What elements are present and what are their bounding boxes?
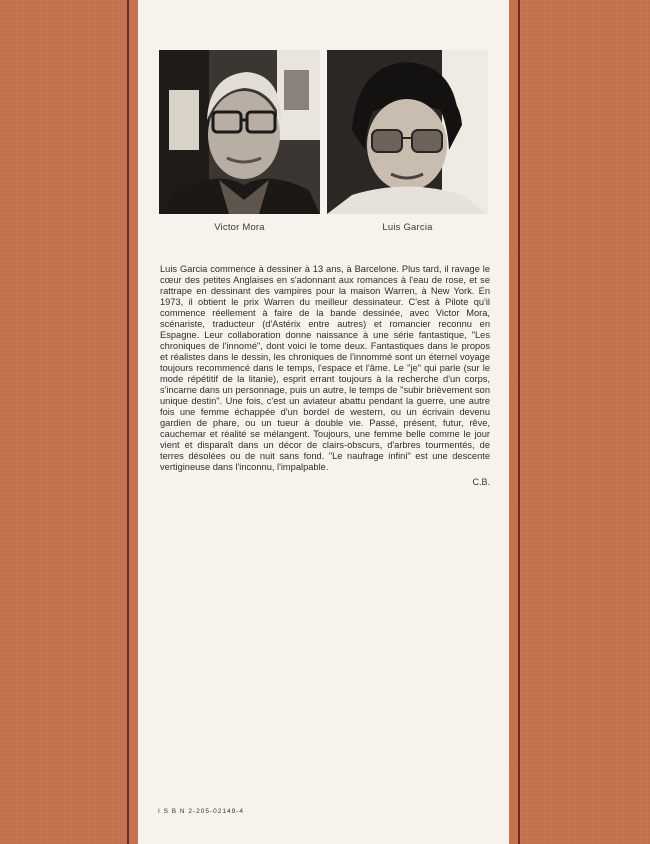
signature: C.B. [472,477,490,487]
portrait-victor-mora [159,50,320,214]
caption-luis-garcia: Luis Garcia [382,222,433,233]
isbn-number: I S B N 2-205-02149-4 [158,808,245,815]
left-border-line [127,0,129,844]
caption-victor-mora: Victor Mora [214,222,265,233]
biography-text: Luis Garcia commence à dessiner à 13 ans, à Barcelone. Plus tard, il ravage le cœur des petites Anglaises en s'adonnant aux romances à l'eau de rose, et se rattrape en dessinant des vampires pour la maison Warren, à New York. En 1973, il obtient le prix Warren du meilleur dessinateur. C'est à Pilote qu'il commence réellement à faire de la bande dessinée, avec Victor Mora, scénariste, traducteur (d'Astérix entre autres) et romancier reconnu en Espagne. Leur collaboration donne naissance à une série fantastique, "Les chroniques de l'innomé", dont voici le tome deux. Fantastiques dans le propos et réalistes dans le dessin, les chroniques de l'innommé sont un éternel voyage toujours recommencé dans le temps, l'espace et l'âme. Le "je" qui parle (sur le mode répétitif de la litanie), esprit errant toujours à la recherche d'un corps, s'incarne dans un personnage, puis un autre, le temps de "subir brièvement son unique destin". Une fois, c'est un aviateur abattu pendant la guerre, une autre fois une femme échappée d'un bordel de western, ou un écrivain devenu gardien de phare, ou un tueur à double vie. Passé, présent, futur, rêve, cauchemar et réalité se mélangent. Toujours, une femme belle comme le jour vient et disparaît dans un décor de clairs-obscurs, d'arbres tourmentés, de terres désolées ou de nuit sans fond. "Le naufrage infini" est une descente vertigineuse dans l'inconnu, l'impalpable. [160,264,490,472]
author-biography [160,264,490,473]
right-border-line [518,0,520,844]
portrait-luis-garcia [327,50,488,214]
